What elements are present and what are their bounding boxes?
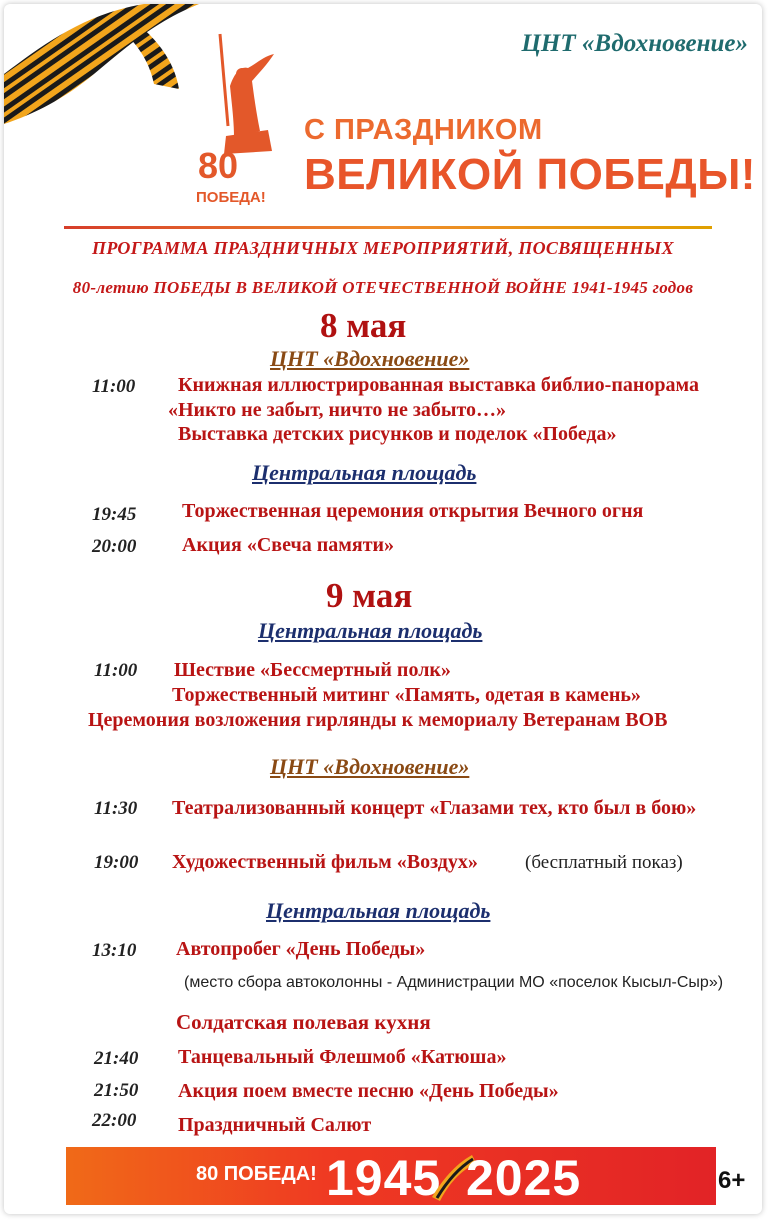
day2-event4-note: (место сбора автоколонны - Администрации МО «поселок Кысыл-Сыр») bbox=[184, 974, 724, 991]
day2-event2-text: Театрализованный концерт «Глазами тех, кто был в бою» bbox=[172, 797, 697, 819]
day2-event6-text: Танцевальный Флешмоб «Катюша» bbox=[178, 1046, 507, 1068]
day1-date: 8 мая bbox=[320, 306, 407, 345]
day2-event4-text: Автопробег «День Победы» bbox=[176, 938, 426, 960]
day2-event3-time: 19:00 bbox=[94, 852, 139, 873]
st-george-ribbon-icon bbox=[4, 4, 204, 124]
day2-event1-line1: Шествие «Бессмертный полк» bbox=[174, 659, 451, 681]
footer-year-end: 2025 bbox=[466, 1150, 582, 1206]
day2-event5-text: Солдатская полевая кухня bbox=[176, 1010, 431, 1034]
day1-event1-time: 11:00 bbox=[92, 376, 136, 397]
day2-event8-text: Праздничный Салют bbox=[178, 1114, 372, 1136]
greeting-line2: ВЕЛИКОЙ ПОБЕДЫ! bbox=[304, 150, 756, 199]
logo-word: ПОБЕДА! bbox=[196, 189, 266, 206]
day1-event1-line3: Выставка детских рисунков и поделок «Победа» bbox=[178, 423, 617, 445]
day2-event3-note: (бесплатный показ) bbox=[525, 852, 683, 873]
day1-venue-cnt: ЦНТ «Вдохновение» bbox=[270, 346, 470, 371]
day2-event1-time: 11:00 bbox=[94, 660, 138, 681]
program-title-line2: 80-летию ПОБЕДЫ В ВЕЛИКОЙ ОТЕЧЕСТВЕННОЙ ВОЙНЕ 1941-1945 годов bbox=[72, 278, 694, 297]
footer-logo: 80 ПОБЕДА! bbox=[196, 1163, 317, 1185]
day2-event3-text: Художественный фильм «Воздух» bbox=[172, 851, 478, 873]
day2-event1-line2: Торжественный митинг «Память, одетая в камень» bbox=[172, 684, 641, 706]
day2-event1-line3: Церемония возложения гирлянды к мемориалу Ветеранам ВОВ bbox=[88, 709, 668, 731]
poster bbox=[4, 4, 762, 1214]
day2-event7-time: 21:50 bbox=[94, 1080, 139, 1101]
day2-event2-time: 11:30 bbox=[94, 798, 138, 819]
age-rating-badge: 6+ bbox=[718, 1167, 746, 1194]
day1-event2-text: Торжественная церемония открытия Вечного огня bbox=[182, 500, 644, 522]
day1-event3-text: Акция «Свеча памяти» bbox=[182, 534, 395, 556]
day2-venue-cnt: ЦНТ «Вдохновение» bbox=[270, 754, 470, 779]
footer-banner bbox=[66, 1147, 716, 1205]
day1-event1-line1: Книжная иллюстрированная выставка библио-панорама bbox=[178, 374, 699, 396]
program-title-line1: ПРОГРАММА ПРАЗДНИЧНЫХ МЕРОПРИЯТИЙ, ПОСВЯЩЕННЫХ bbox=[92, 238, 674, 258]
day2-venue-square: Центральная площадь bbox=[258, 618, 483, 643]
greeting-line1: С ПРАЗДНИКОМ bbox=[304, 114, 543, 146]
day1-event2-time: 19:45 bbox=[92, 504, 137, 525]
footer-year-start: 1945 bbox=[326, 1150, 442, 1206]
victory-monument-logo-icon bbox=[190, 26, 282, 216]
day2-event4-time: 13:10 bbox=[92, 940, 137, 961]
day1-venue-square: Центральная площадь bbox=[252, 460, 477, 485]
organization-name: ЦНТ «Вдохновение» bbox=[521, 30, 748, 57]
day1-event3-time: 20:00 bbox=[92, 536, 137, 557]
day2-event6-time: 21:40 bbox=[94, 1048, 139, 1069]
logo-number: 80 bbox=[198, 145, 239, 186]
day2-event8-time: 22:00 bbox=[92, 1110, 137, 1131]
day1-event1-line2: «Никто не забыт, ничто не забыто…» bbox=[168, 399, 507, 421]
header-divider bbox=[64, 226, 712, 229]
day2-venue-square-2: Центральная площадь bbox=[266, 898, 491, 923]
day2-event7-text: Акция поем вместе песню «День Победы» bbox=[178, 1080, 559, 1102]
day2-date: 9 мая bbox=[326, 576, 413, 615]
